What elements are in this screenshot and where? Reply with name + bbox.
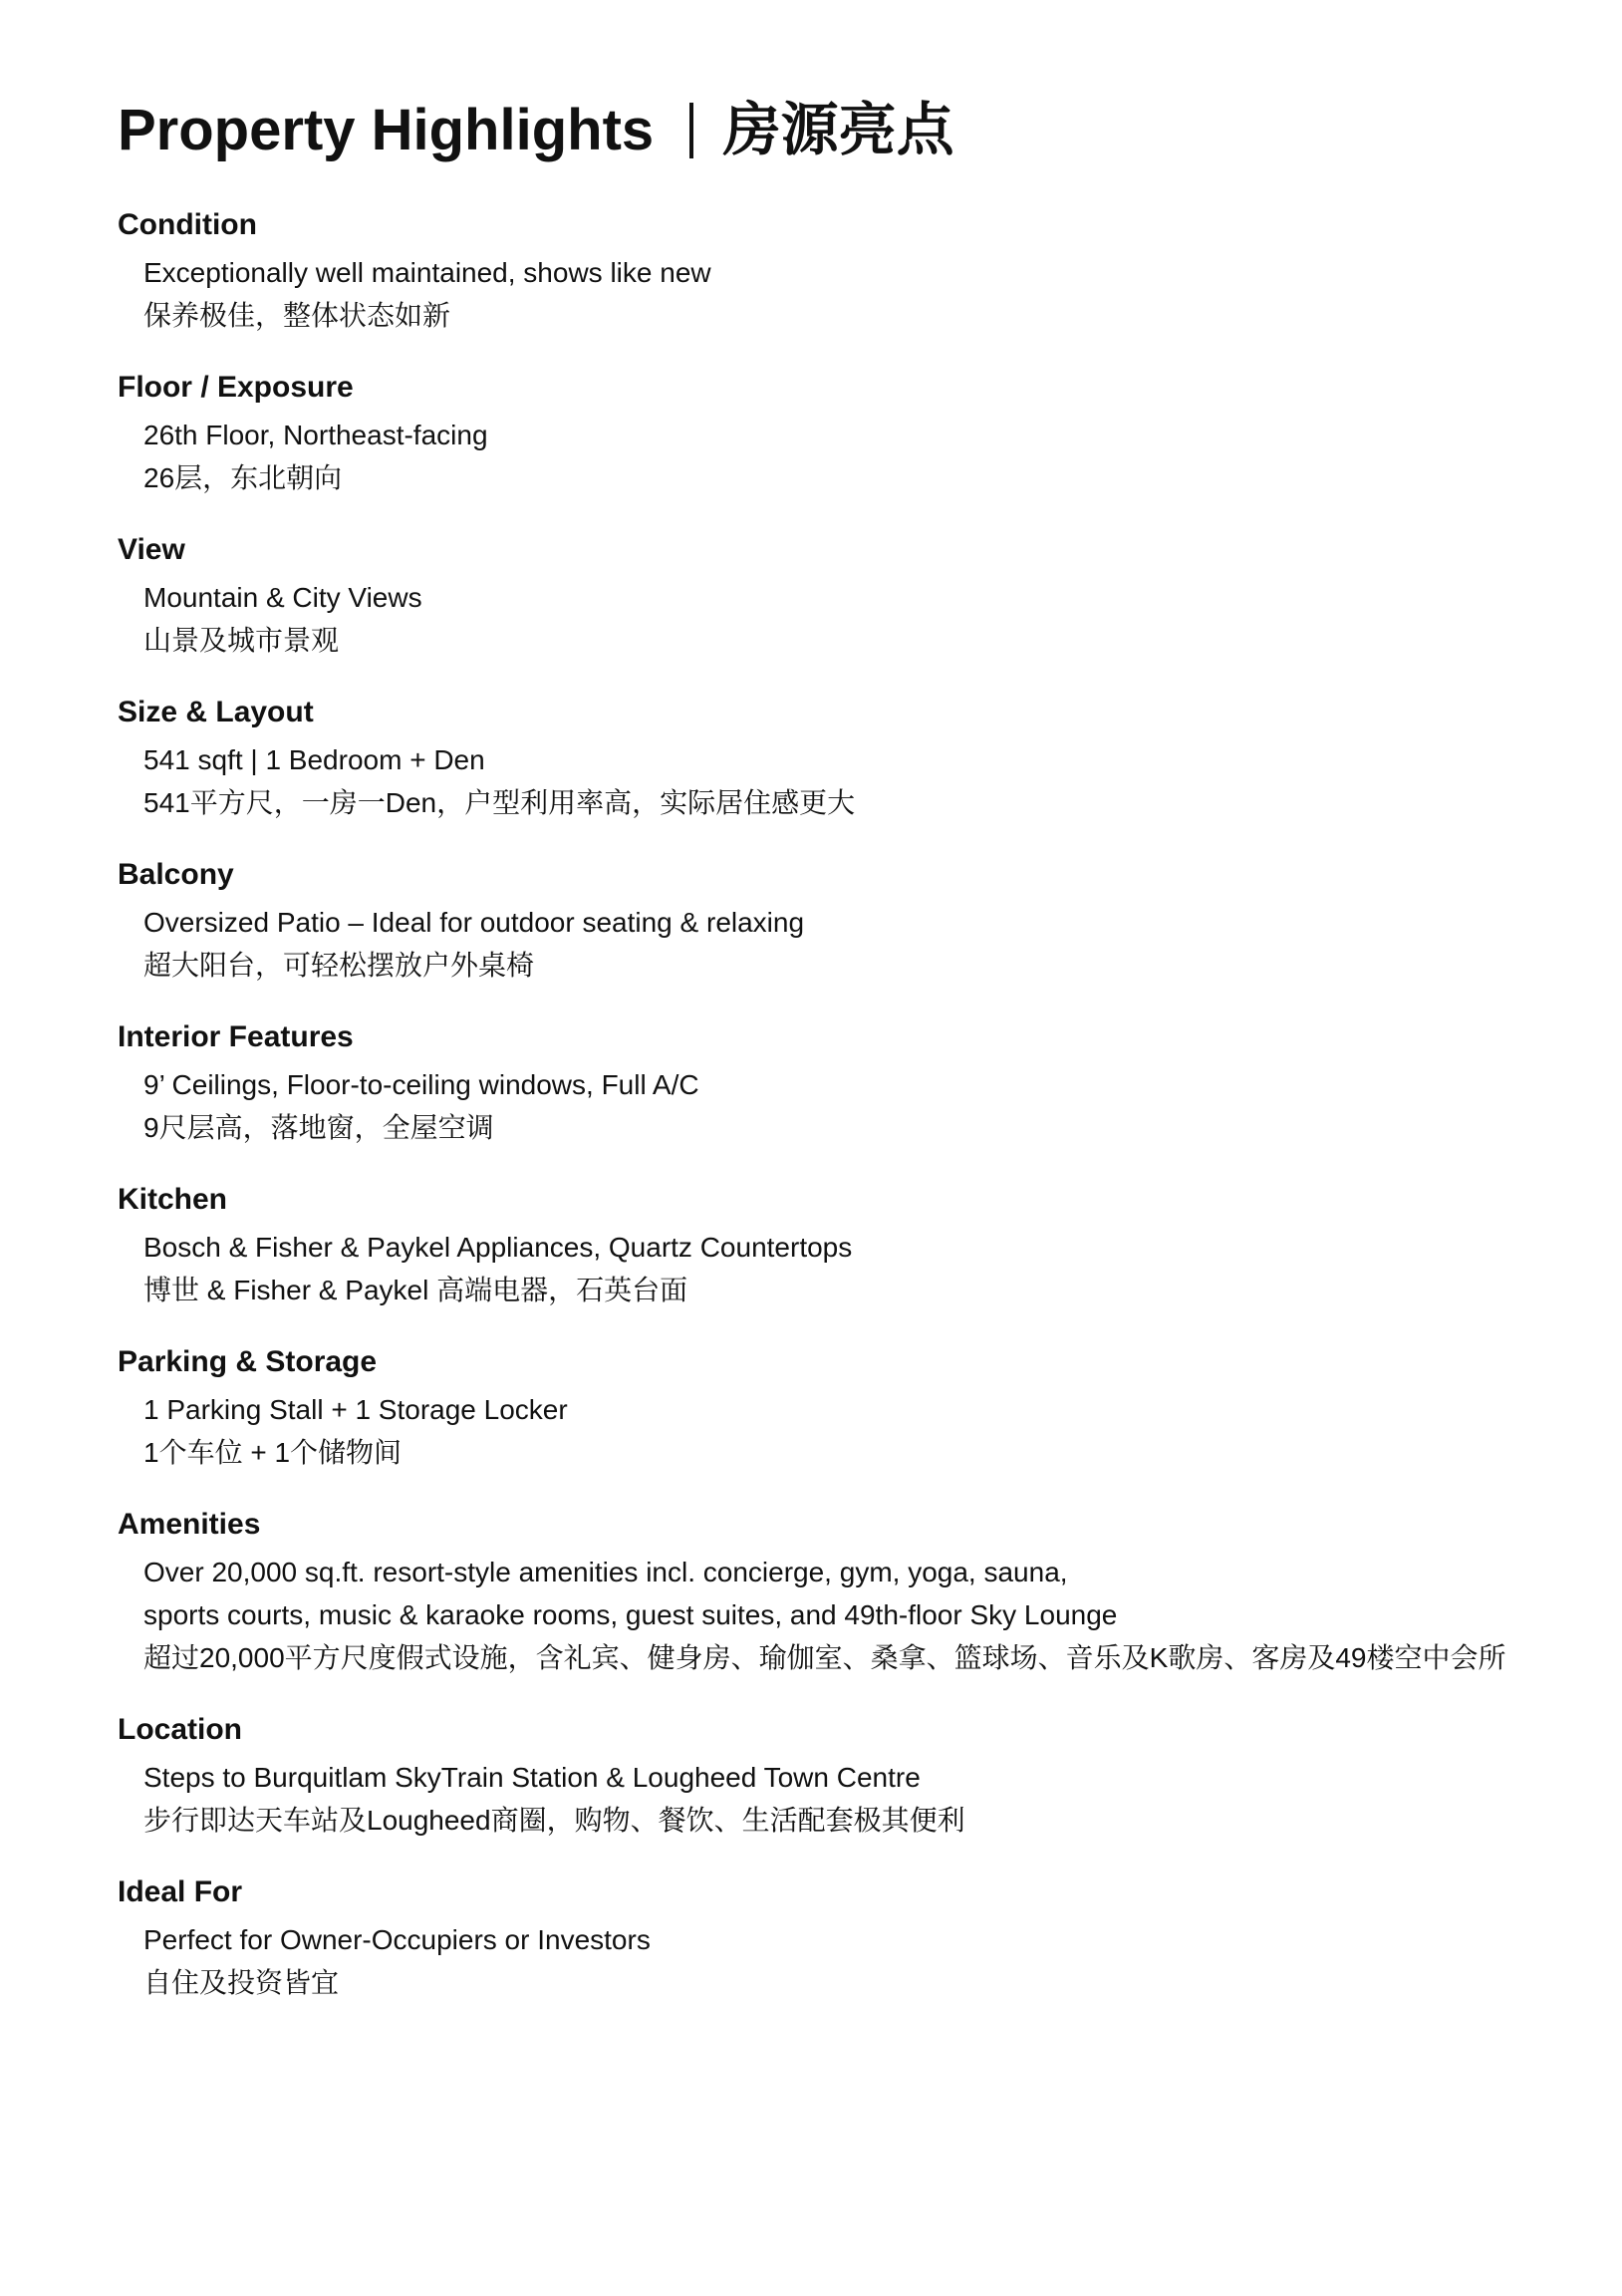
section-size-layout <box>118 695 1572 824</box>
section-floor-exposure-line-en: 26th Floor, Northeast-facing <box>143 420 488 450</box>
section-view-line-zh: 山景及城市景观 <box>143 625 340 656</box>
sections-list <box>118 207 1572 2004</box>
section-interior-features-line-en: 9’ Ceilings, Floor-to-ceiling windows, Full A/C <box>143 1069 699 1100</box>
section-heading-kitchen: Kitchen <box>118 1183 228 1216</box>
section-view <box>118 532 1572 662</box>
section-floor-exposure <box>118 370 1572 499</box>
section-heading-ideal-for: Ideal For <box>118 1875 243 1908</box>
section-heading-amenities: Amenities <box>118 1508 261 1541</box>
section-heading-view: View <box>118 533 185 566</box>
section-heading-balcony: Balcony <box>118 858 234 891</box>
section-size-layout-line-en: 541 sqft | 1 Bedroom + Den <box>143 744 485 775</box>
section-heading-floor-exposure: Floor / Exposure <box>118 371 354 404</box>
section-balcony-line-en: Oversized Patio – Ideal for outdoor seating & relaxing <box>143 907 805 938</box>
section-condition-line-zh: 保养极佳，整体状态如新 <box>143 300 451 331</box>
title-divider <box>689 103 693 158</box>
section-heading-location: Location <box>118 1713 242 1746</box>
section-heading-interior-features: Interior Features <box>118 1020 354 1053</box>
section-interior-features-line-zh: 9尺层高，落地窗，全屋空调 <box>143 1112 494 1143</box>
section-parking-storage <box>118 1344 1572 1474</box>
section-kitchen-line-zh: 博世 & Fisher & Paykel 高端电器，石英台面 <box>143 1275 688 1305</box>
section-balcony <box>118 857 1572 987</box>
section-location <box>118 1712 1572 1842</box>
section-parking-storage-line-en: 1 Parking Stall + 1 Storage Locker <box>143 1394 568 1425</box>
section-view-line-en: Mountain & City Views <box>143 582 422 613</box>
section-amenities <box>118 1507 1572 1679</box>
section-location-line-zh: 步行即达天车站及Lougheed商圈，购物、餐饮、生活配套极其便利 <box>143 1805 965 1836</box>
section-floor-exposure-line-zh: 26层，东北朝向 <box>143 462 343 493</box>
section-kitchen-line-en: Bosch & Fisher & Paykel Appliances, Quartz Countertops <box>143 1232 853 1263</box>
section-heading-condition: Condition <box>118 208 257 241</box>
section-location-line-en: Steps to Burquitlam SkyTrain Station & Lougheed Town Centre <box>143 1762 921 1793</box>
section-kitchen <box>118 1182 1572 1311</box>
section-size-layout-line-zh: 541平方尺，一房一Den，户型利用率高，实际居住感更大 <box>143 787 856 818</box>
section-amenities-line-en: Over 20,000 sq.ft. resort-style amenities incl. concierge, gym, yoga, sauna, <box>143 1557 1068 1587</box>
page-title-english: Property Highlights <box>118 98 655 162</box>
section-ideal-for <box>118 1874 1572 2004</box>
section-parking-storage-line-zh: 1个车位 + 1个储物间 <box>143 1437 403 1468</box>
section-heading-size-layout: Size & Layout <box>118 696 314 728</box>
section-condition-line-en: Exceptionally well maintained, shows like new <box>143 257 711 288</box>
section-ideal-for-line-en: Perfect for Owner-Occupiers or Investors <box>143 1924 651 1955</box>
section-heading-parking-storage: Parking & Storage <box>118 1345 378 1378</box>
section-amenities-line-en: sports courts, music & karaoke rooms, guest suites, and 49th-floor Sky Lounge <box>143 1599 1118 1630</box>
section-interior-features <box>118 1019 1572 1149</box>
section-amenities-line-zh: 超过20,000平方尺度假式设施，含礼宾、健身房、瑜伽室、桑拿、篮球场、音乐及K歌房、客房及49楼空中会所 <box>143 1642 1506 1673</box>
page-title-chinese: 房源亮点 <box>722 98 954 162</box>
section-balcony-line-zh: 超大阳台，可轻松摆放户外桌椅 <box>143 950 535 981</box>
page-title <box>118 98 1572 162</box>
section-condition <box>118 207 1572 337</box>
section-ideal-for-line-zh: 自住及投资皆宜 <box>143 1967 340 1998</box>
